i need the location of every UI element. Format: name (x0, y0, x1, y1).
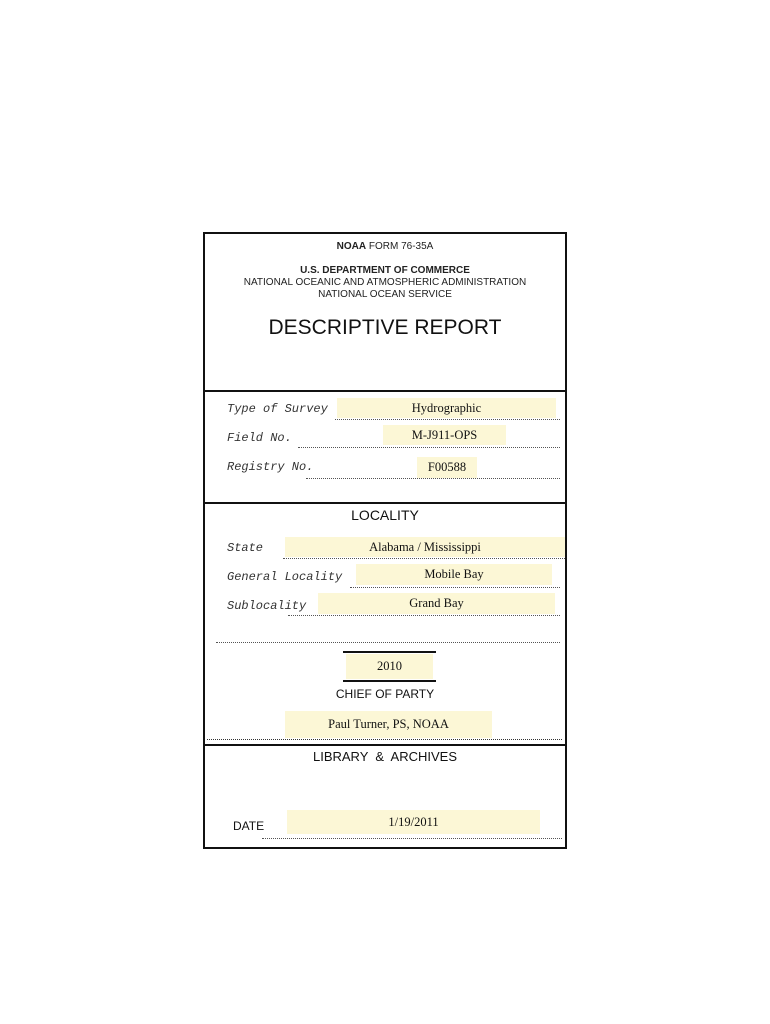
library-archives-heading: LIBRARY & ARCHIVES (312, 749, 458, 764)
form-number: FORM 76-35A (366, 241, 434, 252)
form-number-line (203, 241, 567, 253)
registry-no-field[interactable]: F00588 (417, 457, 477, 478)
agency-name: NOAA (336, 241, 367, 252)
general-locality-label: General Locality (227, 570, 343, 584)
field-no-field[interactable]: M-J911-OPS (383, 425, 506, 445)
dotted-rule (298, 447, 560, 448)
locality-heading: LOCALITY (351, 507, 419, 523)
administration-name: NATIONAL OCEANIC AND ATMOSPHERIC ADMINISTRATION (243, 277, 527, 288)
dotted-rule (335, 419, 560, 420)
date-label: DATE (233, 819, 265, 833)
department-name: U.S. DEPARTMENT OF COMMERCE (300, 265, 470, 276)
year-rule-top (343, 651, 436, 653)
service-name: NATIONAL OCEAN SERVICE (318, 289, 452, 300)
general-locality-field[interactable]: Mobile Bay (356, 564, 552, 585)
descriptive-report-form (203, 232, 567, 849)
year-field[interactable]: 2010 (346, 654, 433, 679)
section-divider (203, 502, 567, 504)
sublocality-field[interactable]: Grand Bay (318, 593, 555, 614)
field-no-label: Field No. (227, 431, 292, 445)
state-label: State (227, 541, 264, 555)
sublocality-label: Sublocality (227, 599, 307, 613)
section-divider (203, 390, 567, 392)
date-field[interactable]: 1/19/2011 (287, 810, 540, 834)
type-of-survey-field[interactable]: Hydrographic (337, 398, 556, 418)
type-of-survey-label: Type of Survey (227, 402, 328, 416)
section-divider (203, 744, 567, 746)
registry-no-label: Registry No. (227, 460, 314, 474)
dotted-rule (283, 558, 565, 559)
dotted-rule (306, 478, 560, 479)
chief-of-party-field[interactable]: Paul Turner, PS, NOAA (285, 711, 492, 738)
page-title: DESCRIPTIVE REPORT (268, 316, 502, 339)
dotted-rule (350, 587, 560, 588)
state-field[interactable]: Alabama / Mississippi (285, 537, 565, 557)
dotted-rule (288, 615, 560, 616)
dotted-rule (207, 739, 562, 740)
year-rule-bottom (343, 680, 436, 682)
dotted-rule (262, 838, 562, 839)
dotted-rule (216, 642, 560, 643)
chief-of-party-label: CHIEF OF PARTY (335, 687, 435, 701)
